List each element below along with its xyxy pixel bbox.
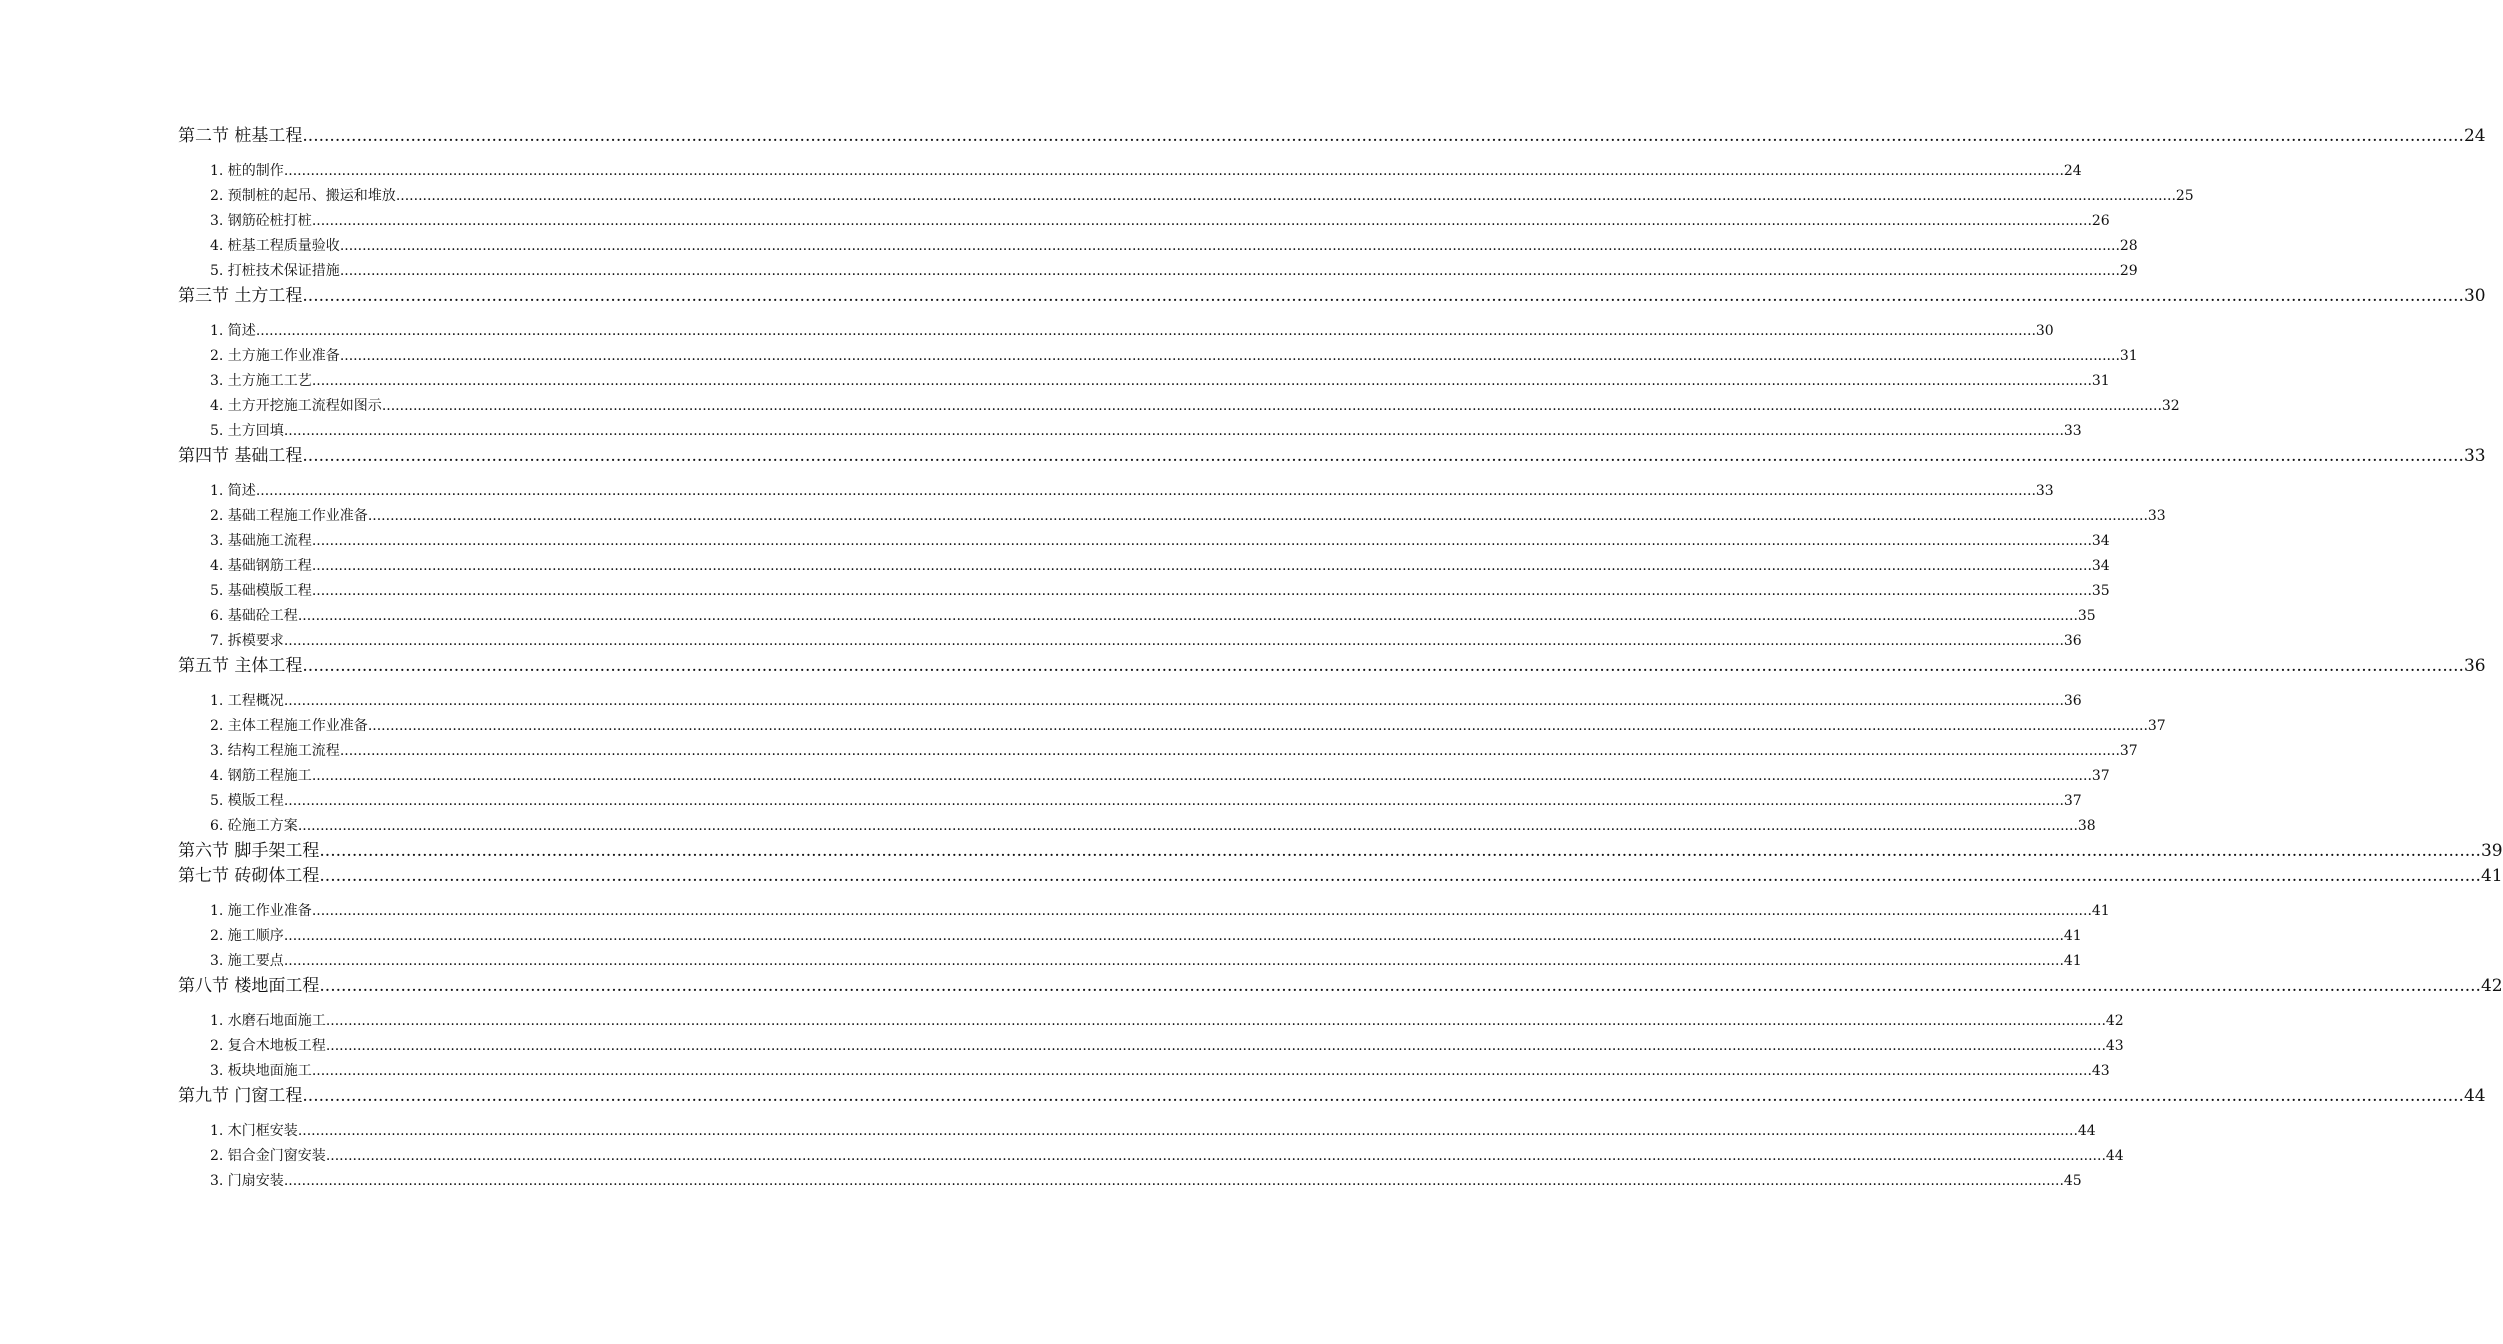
toc-subsection-entry[interactable] (178, 479, 2054, 504)
toc-subsection-page-number: 33 (2063, 423, 2082, 439)
toc-subsection-title: 5. 模版工程 (210, 793, 284, 809)
toc-dot-leader: ................................................................................................................................................................................................................................................................................................................................................................................................................ (311, 533, 2092, 549)
toc-section-page-number: 39 (2480, 841, 2503, 861)
toc-subsection-page-number: 29 (2119, 263, 2138, 279)
toc-dot-leader: ................................................................................................................................................................................................................................................................................................................................................................................................................ (367, 508, 2148, 524)
toc-subsection-entry[interactable] (178, 419, 2082, 444)
toc-subsection-entry[interactable] (178, 369, 2110, 394)
toc-subsection-title: 4. 基础钢筋工程 (210, 558, 312, 574)
toc-subsection-entry[interactable] (178, 504, 2166, 529)
toc-section-page-number: 41 (2480, 866, 2503, 886)
toc-section-page-number: 44 (2463, 1086, 2486, 1106)
toc-subsection-title: 3. 基础施工流程 (210, 533, 312, 549)
toc-subsection-title: 2. 铝合金门窗安装 (210, 1148, 326, 1164)
toc-dot-leader: ................................................................................................................................................................................................................................................................................................................................................................................................................ (302, 1086, 2464, 1106)
toc-dot-leader: ................................................................................................................................................................................................................................................................................................................................................................................................................ (302, 286, 2464, 306)
toc-subsection-entry[interactable] (178, 739, 2138, 764)
toc-dot-leader: ................................................................................................................................................................................................................................................................................................................................................................................................................ (311, 213, 2092, 229)
toc-dot-leader: ................................................................................................................................................................................................................................................................................................................................................................................................................ (395, 188, 2176, 204)
toc-subsection-entry[interactable] (178, 949, 2082, 974)
toc-subsection-title: 2. 施工顺序 (210, 928, 284, 944)
toc-subsection-entry[interactable] (178, 789, 2082, 814)
toc-section-entry[interactable] (178, 864, 2503, 889)
toc-dot-leader: ................................................................................................................................................................................................................................................................................................................................................................................................................ (311, 768, 2092, 784)
toc-section-title: 第九节 门窗工程 (178, 1086, 303, 1106)
toc-subsection-title: 2. 主体工程施工作业准备 (210, 718, 368, 734)
toc-subsection-entry[interactable] (178, 234, 2138, 259)
toc-dot-leader: ................................................................................................................................................................................................................................................................................................................................................................................................................ (283, 793, 2064, 809)
toc-dot-leader: ................................................................................................................................................................................................................................................................................................................................................................................................................ (297, 608, 2078, 624)
toc-subsection-title: 3. 门扇安装 (210, 1173, 284, 1189)
toc-dot-leader: ................................................................................................................................................................................................................................................................................................................................................................................................................ (311, 1063, 2092, 1079)
toc-dot-leader: ................................................................................................................................................................................................................................................................................................................................................................................................................ (255, 483, 2036, 499)
toc-subsection-page-number: 41 (2063, 953, 2082, 969)
toc-subsection-entry[interactable] (178, 924, 2082, 949)
toc-section-entry[interactable] (178, 654, 2486, 679)
toc-subsection-title: 4. 桩基工程质量验收 (210, 238, 340, 254)
toc-subsection-title: 7. 拆模要求 (210, 633, 284, 649)
toc-subsection-page-number: 38 (2077, 818, 2096, 834)
toc-subsection-page-number: 44 (2077, 1123, 2096, 1139)
toc-dot-leader: ................................................................................................................................................................................................................................................................................................................................................................................................................ (325, 1038, 2106, 1054)
table-of-contents (178, 124, 2503, 1194)
toc-dot-leader: ................................................................................................................................................................................................................................................................................................................................................................................................................ (255, 323, 2036, 339)
toc-subsection-entry[interactable] (178, 259, 2138, 284)
toc-subsection-title: 1. 水磨石地面施工 (210, 1013, 326, 1029)
toc-subsection-entry[interactable] (178, 689, 2082, 714)
toc-subsection-title: 3. 结构工程施工流程 (210, 743, 340, 759)
toc-subsection-entry[interactable] (178, 604, 2096, 629)
toc-subsection-page-number: 34 (2091, 533, 2110, 549)
toc-dot-leader: ................................................................................................................................................................................................................................................................................................................................................................................................................ (297, 818, 2078, 834)
toc-subsection-page-number: 41 (2091, 903, 2110, 919)
toc-dot-leader: ................................................................................................................................................................................................................................................................................................................................................................................................................ (381, 398, 2162, 414)
toc-subsection-entry[interactable] (178, 209, 2110, 234)
toc-subsection-page-number: 33 (2035, 483, 2054, 499)
toc-subsection-page-number: 26 (2091, 213, 2110, 229)
toc-section-entry[interactable] (178, 444, 2486, 469)
toc-dot-leader: ................................................................................................................................................................................................................................................................................................................................................................................................................ (325, 1013, 2106, 1029)
toc-dot-leader: ................................................................................................................................................................................................................................................................................................................................................................................................................ (297, 1123, 2078, 1139)
toc-section-title: 第六节 脚手架工程 (178, 841, 320, 861)
toc-subsection-page-number: 35 (2077, 608, 2096, 624)
toc-subsection-entry[interactable] (178, 554, 2110, 579)
toc-subsection-page-number: 32 (2161, 398, 2180, 414)
toc-subsection-page-number: 36 (2063, 693, 2082, 709)
toc-dot-leader: ................................................................................................................................................................................................................................................................................................................................................................................................................ (311, 373, 2092, 389)
toc-subsection-entry[interactable] (178, 1169, 2082, 1194)
toc-subsection-entry[interactable] (178, 529, 2110, 554)
toc-dot-leader: ................................................................................................................................................................................................................................................................................................................................................................................................................ (283, 1173, 2064, 1189)
toc-subsection-page-number: 33 (2147, 508, 2166, 524)
toc-subsection-page-number: 45 (2063, 1173, 2082, 1189)
toc-subsection-entry[interactable] (178, 899, 2110, 924)
toc-section-entry[interactable] (178, 839, 2503, 864)
toc-subsection-page-number: 43 (2091, 1063, 2110, 1079)
toc-section-page-number: 36 (2463, 656, 2486, 676)
toc-dot-leader: ................................................................................................................................................................................................................................................................................................................................................................................................................ (367, 718, 2148, 734)
toc-section-title: 第七节 砖砌体工程 (178, 866, 320, 886)
toc-dot-leader: ................................................................................................................................................................................................................................................................................................................................................................................................................ (283, 163, 2064, 179)
toc-subsection-title: 3. 板块地面施工 (210, 1063, 312, 1079)
toc-dot-leader: ................................................................................................................................................................................................................................................................................................................................................................................................................ (302, 446, 2464, 466)
toc-subsection-page-number: 43 (2105, 1038, 2124, 1054)
toc-dot-leader: ................................................................................................................................................................................................................................................................................................................................................................................................................ (339, 743, 2120, 759)
toc-subsection-page-number: 35 (2091, 583, 2110, 599)
toc-subsection-title: 2. 预制桩的起吊、搬运和堆放 (210, 188, 396, 204)
toc-subsection-entry[interactable] (178, 1034, 2124, 1059)
toc-subsection-entry[interactable] (178, 629, 2082, 654)
toc-subsection-title: 4. 钢筋工程施工 (210, 768, 312, 784)
toc-section-entry[interactable] (178, 124, 2486, 149)
toc-dot-leader: ................................................................................................................................................................................................................................................................................................................................................................................................................ (339, 238, 2120, 254)
toc-subsection-title: 1. 桩的制作 (210, 163, 284, 179)
toc-dot-leader: ................................................................................................................................................................................................................................................................................................................................................................................................................ (339, 263, 2120, 279)
toc-subsection-page-number: 34 (2091, 558, 2110, 574)
toc-section-page-number: 42 (2480, 976, 2503, 996)
toc-subsection-entry[interactable] (178, 714, 2166, 739)
toc-dot-leader: ................................................................................................................................................................................................................................................................................................................................................................................................................ (319, 841, 2481, 861)
toc-dot-leader: ................................................................................................................................................................................................................................................................................................................................................................................................................ (283, 633, 2064, 649)
toc-dot-leader: ................................................................................................................................................................................................................................................................................................................................................................................................................ (319, 866, 2481, 886)
toc-dot-leader: ................................................................................................................................................................................................................................................................................................................................................................................................................ (311, 903, 2092, 919)
toc-dot-leader: ................................................................................................................................................................................................................................................................................................................................................................................................................ (302, 126, 2464, 146)
toc-subsection-entry[interactable] (178, 344, 2138, 369)
toc-subsection-title: 3. 钢筋砼桩打桩 (210, 213, 312, 229)
toc-dot-leader: ................................................................................................................................................................................................................................................................................................................................................................................................................ (283, 693, 2064, 709)
toc-subsection-title: 6. 砼施工方案 (210, 818, 298, 834)
toc-subsection-entry[interactable] (178, 1009, 2124, 1034)
toc-subsection-title: 2. 复合木地板工程 (210, 1038, 326, 1054)
toc-subsection-page-number: 37 (2119, 743, 2138, 759)
toc-dot-leader: ................................................................................................................................................................................................................................................................................................................................................................................................................ (319, 976, 2481, 996)
toc-subsection-title: 2. 土方施工作业准备 (210, 348, 340, 364)
toc-subsection-entry[interactable] (178, 1144, 2124, 1169)
toc-subsection-page-number: 31 (2119, 348, 2138, 364)
toc-dot-leader: ................................................................................................................................................................................................................................................................................................................................................................................................................ (339, 348, 2120, 364)
toc-subsection-title: 1. 施工作业准备 (210, 903, 312, 919)
toc-dot-leader: ................................................................................................................................................................................................................................................................................................................................................................................................................ (283, 423, 2064, 439)
toc-dot-leader: ................................................................................................................................................................................................................................................................................................................................................................................................................ (302, 656, 2464, 676)
toc-subsection-page-number: 28 (2119, 238, 2138, 254)
toc-subsection-entry[interactable] (178, 579, 2110, 604)
toc-subsection-title: 1. 木门框安装 (210, 1123, 298, 1139)
toc-subsection-page-number: 24 (2063, 163, 2082, 179)
toc-section-title: 第五节 主体工程 (178, 656, 303, 676)
toc-dot-leader: ................................................................................................................................................................................................................................................................................................................................................................................................................ (283, 953, 2064, 969)
toc-subsection-page-number: 36 (2063, 633, 2082, 649)
toc-section-page-number: 30 (2463, 286, 2486, 306)
toc-subsection-title: 4. 土方开挖施工流程如图示 (210, 398, 382, 414)
toc-subsection-title: 1. 简述 (210, 483, 256, 499)
toc-subsection-title: 1. 简述 (210, 323, 256, 339)
toc-subsection-entry[interactable] (178, 814, 2096, 839)
toc-subsection-entry[interactable] (178, 1059, 2110, 1084)
toc-subsection-page-number: 30 (2035, 323, 2054, 339)
toc-subsection-page-number: 31 (2091, 373, 2110, 389)
toc-subsection-title: 5. 土方回填 (210, 423, 284, 439)
toc-subsection-page-number: 41 (2063, 928, 2082, 944)
toc-subsection-entry[interactable] (178, 184, 2194, 209)
toc-subsection-page-number: 37 (2147, 718, 2166, 734)
toc-subsection-entry[interactable] (178, 764, 2110, 789)
toc-dot-leader: ................................................................................................................................................................................................................................................................................................................................................................................................................ (311, 558, 2092, 574)
toc-subsection-page-number: 44 (2105, 1148, 2124, 1164)
toc-subsection-page-number: 37 (2091, 768, 2110, 784)
toc-subsection-entry[interactable] (178, 319, 2054, 344)
toc-subsection-title: 3. 土方施工工艺 (210, 373, 312, 389)
toc-dot-leader: ................................................................................................................................................................................................................................................................................................................................................................................................................ (325, 1148, 2106, 1164)
toc-subsection-title: 1. 工程概况 (210, 693, 284, 709)
toc-subsection-page-number: 42 (2105, 1013, 2124, 1029)
toc-section-page-number: 24 (2463, 126, 2486, 146)
toc-section-page-number: 33 (2463, 446, 2486, 466)
toc-subsection-page-number: 25 (2175, 188, 2194, 204)
toc-subsection-title: 3. 施工要点 (210, 953, 284, 969)
toc-section-entry[interactable] (178, 974, 2503, 999)
toc-section-entry[interactable] (178, 1084, 2486, 1109)
toc-section-entry[interactable] (178, 284, 2486, 309)
toc-dot-leader: ................................................................................................................................................................................................................................................................................................................................................................................................................ (311, 583, 2092, 599)
toc-section-title: 第四节 基础工程 (178, 446, 303, 466)
toc-subsection-entry[interactable] (178, 394, 2180, 419)
toc-section-title: 第八节 楼地面工程 (178, 976, 320, 996)
toc-subsection-title: 6. 基础砼工程 (210, 608, 298, 624)
toc-subsection-title: 2. 基础工程施工作业准备 (210, 508, 368, 524)
toc-subsection-title: 5. 基础模版工程 (210, 583, 312, 599)
toc-section-title: 第二节 桩基工程 (178, 126, 303, 146)
toc-subsection-entry[interactable] (178, 1119, 2096, 1144)
toc-subsection-entry[interactable] (178, 159, 2082, 184)
toc-subsection-title: 5. 打桩技术保证措施 (210, 263, 340, 279)
toc-section-title: 第三节 土方工程 (178, 286, 303, 306)
toc-subsection-page-number: 37 (2063, 793, 2082, 809)
toc-dot-leader: ................................................................................................................................................................................................................................................................................................................................................................................................................ (283, 928, 2064, 944)
